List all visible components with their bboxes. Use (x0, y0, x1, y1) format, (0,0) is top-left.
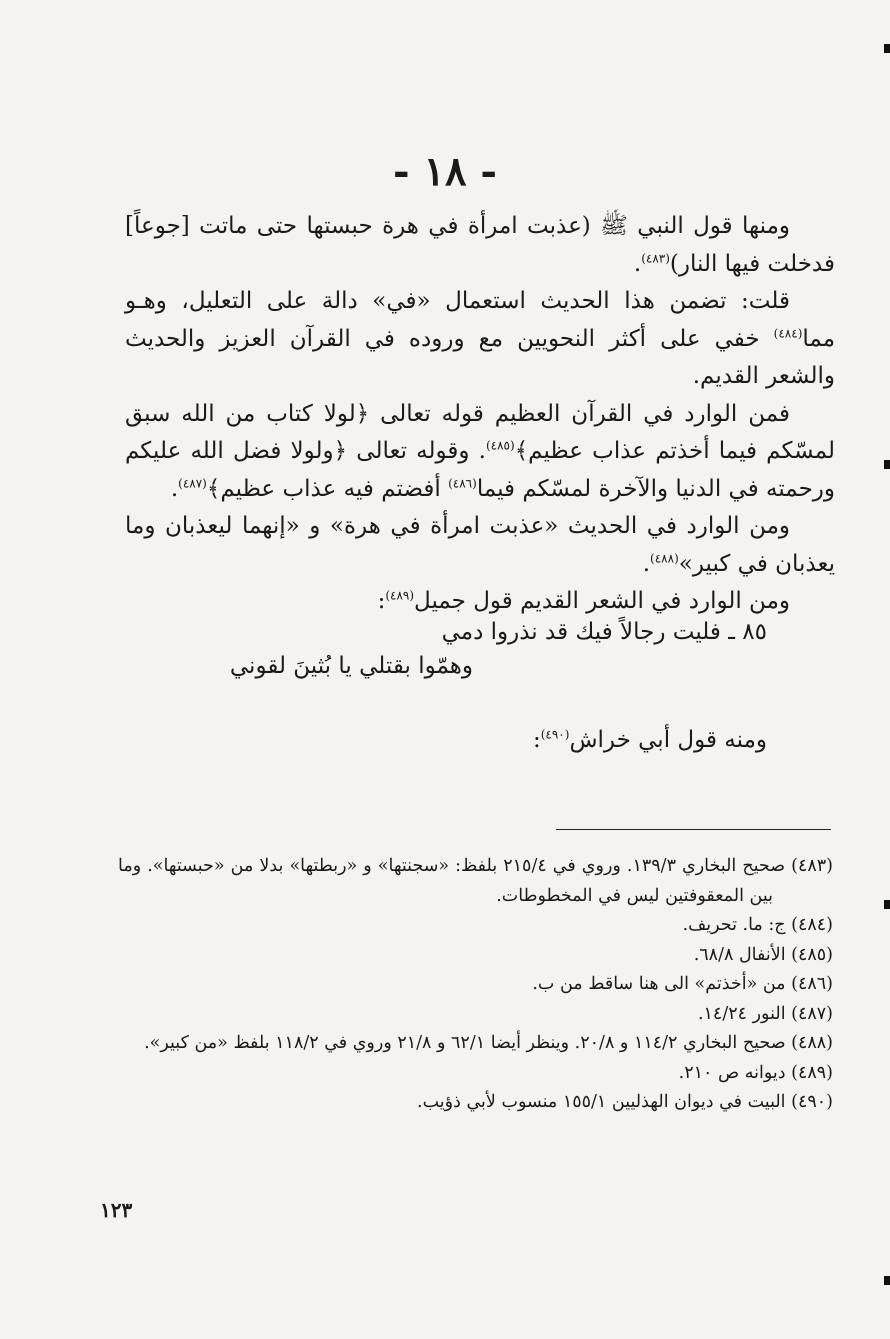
paragraph-1-tail: . (633, 250, 642, 277)
verse-line-1: ٨٥ ـ فليت رجالاً فيك قد نذروا دمي (441, 619, 767, 645)
footnote-number: (٤٨٥) (791, 944, 833, 965)
paragraph-5-tail: : (377, 588, 386, 614)
verse-line-2: وهمّوا بقتلي يا بُثينَ لقوني (229, 653, 473, 679)
footnote-number: (٤٨٩) (791, 1062, 833, 1083)
footnote-text: النور ١٤/٢٤. (697, 1003, 786, 1024)
footnote-485 (118, 941, 833, 971)
paragraph-4-tail: . (642, 550, 651, 577)
footnote-488 (118, 1029, 833, 1059)
main-text (125, 208, 835, 621)
paragraph-1 (125, 208, 835, 283)
paragraph-2-text-b: خفي على أكثر النحويين مع وروده في القرآن العزيز والحديث والشعر القديم. (125, 325, 835, 389)
paragraph-3 (125, 396, 835, 509)
paragraph-5-text: ومن الوارد في الشعر القديم قول جميل (414, 588, 790, 614)
footnote-ref-484[interactable]: (٤٨٤) (773, 325, 803, 340)
footnote-text: الأنفال ٦٨/٨. (693, 944, 786, 965)
scan-edge-mark (884, 1276, 890, 1285)
footnote-ref-487[interactable]: (٤٨٧) (178, 475, 207, 490)
footnote-487 (118, 1000, 833, 1030)
after-verse-text: ومنه قول أبي خراش (569, 727, 767, 753)
paragraph-3-tail: . (170, 475, 179, 502)
footnote-text: صحيح البخاري ١٣٩/٣. وروي في ٢١٥/٤ بلفظ: «سجنتها» و «ربطتها» بدلا من «حبستها». وما بين المعقوفتين ليس في المخطوطات. (118, 856, 786, 906)
footnote-ref-488[interactable]: (٤٨٨) (650, 550, 679, 565)
after-verse-tail: : (532, 727, 541, 753)
footnote-number: (٤٩٠) (791, 1092, 833, 1112)
footnote-ref-489[interactable]: (٤٨٩) (385, 588, 415, 603)
paragraph-3-text-a: فمن الوارد في القرآن العظيم قوله تعالى ﴿لولا كتاب من الله سبق لمسّكم فيما أخذتم عذاب عظيم﴾ (125, 400, 836, 464)
footnote-number: (٤٨٤) (791, 915, 833, 935)
footnote-number: (٤٨٦) (791, 974, 833, 994)
footnote-number: (٤٨٧) (791, 1003, 833, 1024)
scan-edge-mark (884, 460, 890, 469)
footnote-number: (٤٨٨) (791, 1033, 833, 1053)
footnote-ref-485[interactable]: (٤٨٥) (485, 438, 515, 453)
after-verse-paragraph (533, 722, 767, 758)
paragraph-4-text: ومن الوارد في الحديث «عذبت امرأة في هرة» و «إنهما ليعذبان وما يعذبان في كبير» (125, 513, 835, 577)
footnote-486 (118, 970, 833, 1000)
footnote-ref-483[interactable]: (٤٨٣) (641, 250, 670, 265)
paragraph-3-text-b: . وقوله تعالى ﴿ولولا فضل الله عليكم ورحمته في الدنيا والآخرة لمسّكم فيما (125, 438, 835, 502)
paragraph-1-text: ومنها قول النبي ﷺ (عذبت امرأة في هرة حبستها حتى ماتت [جوعاً] فدخلت فيها النار) (125, 213, 835, 277)
footnote-484 (118, 911, 833, 941)
page-number-bottom: ١٢٣ (100, 1198, 133, 1222)
footnote-text: ديوانه ص ٢١٠. (678, 1062, 786, 1083)
footnote-separator (556, 829, 831, 830)
scan-edge-mark (884, 44, 890, 53)
paragraph-3-text-c: أفضتم فيه عذاب عظيم﴾ (206, 475, 449, 502)
footnote-ref-490[interactable]: (٤٩٠) (540, 727, 570, 742)
page-number-top: - ١٨ - (392, 148, 498, 195)
footnote-483 (118, 852, 833, 911)
paragraph-2-text-a: قلت: تضمن هذا الحديث استعمال «في» دالة على التعليل، وهـو مما (125, 288, 836, 352)
footnote-text: البيت في ديوان الهذليين ١٥٥/١ منسوب لأبي ذؤيب. (417, 1092, 786, 1112)
footnote-text: من «أخذتم» الى هنا ساقط من ب. (532, 974, 786, 994)
paragraph-4 (125, 508, 835, 583)
footnote-text: ج: ما. تحريف. (682, 915, 786, 935)
paragraph-2 (125, 283, 835, 396)
footnote-489 (118, 1059, 833, 1089)
footnote-490 (118, 1088, 833, 1118)
scan-edge-mark (884, 900, 890, 909)
footnote-number: (٤٨٣) (791, 856, 833, 876)
footnotes (118, 852, 833, 1118)
footnote-ref-486[interactable]: (٤٨٦) (448, 475, 477, 490)
footnote-text: صحيح البخاري ١١٤/٢ و ٢٠/٨. وينظر أيضا ٦٢/١ و ٢١/٨ وروي في ١١٨/٢ بلفظ «من كبير». (144, 1033, 786, 1053)
